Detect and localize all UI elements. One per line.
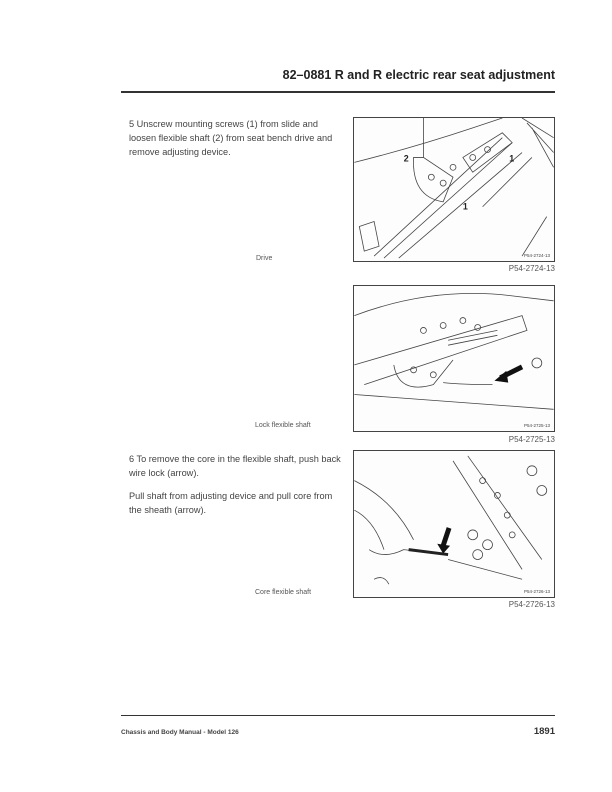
footer-manual-title: Chassis and Body Manual - Model 126 [121, 729, 239, 736]
figure-id: P54-2726-13 [523, 589, 550, 594]
page-title: 82–0881 R and R electric rear seat adjustment [282, 68, 555, 82]
figure-number: P54-2726-13 [508, 600, 555, 609]
figure-number: P54-2725-13 [508, 435, 555, 444]
lock-shaft-illustration [354, 286, 554, 431]
figure-id: P54-2725-13 [523, 423, 550, 428]
figure-id: P54-2724-13 [523, 253, 550, 258]
callout-label: 1 [462, 201, 468, 212]
step-paragraph: Pull shaft from adjusting device and pull core from the sheath (arrow). [129, 491, 333, 515]
figure-caption: Drive [256, 255, 273, 262]
step-paragraph: 6 To remove the core in the flexible shaft, push back wire lock (arrow). [129, 454, 341, 478]
step-6-text [129, 452, 344, 526]
figure-core-flexible-shaft [353, 450, 555, 598]
step-paragraph: 5 Unscrew mounting screws (1) from slide and loosen flexible shaft (2) from seat bench drive and remove adjusting device. [129, 119, 333, 157]
figure-caption: Lock flexible shaft [255, 422, 311, 429]
core-shaft-illustration [354, 451, 554, 597]
figure-lock-flexible-shaft [353, 285, 555, 432]
callout-label: 1 [509, 153, 515, 164]
page-number: 1891 [533, 726, 555, 737]
figure-caption: Core flexible shaft [255, 589, 312, 596]
seat-drive-illustration [354, 118, 554, 261]
callout-label: 2 [403, 153, 409, 164]
header-rule [121, 91, 555, 93]
step-5-text [129, 117, 344, 168]
figure-number: P54-2724-13 [508, 264, 555, 273]
figure-drive [353, 117, 555, 262]
footer-rule [121, 715, 555, 716]
